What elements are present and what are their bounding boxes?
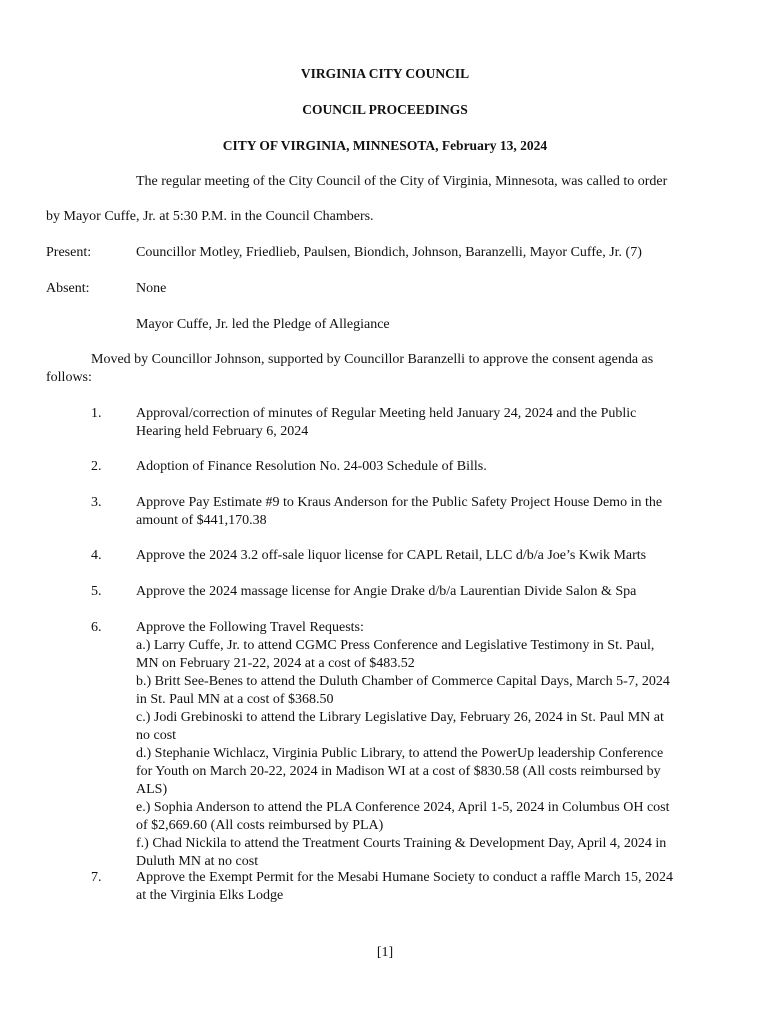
item-line: in St. Paul MN at a cost of $368.50 xyxy=(136,692,334,707)
item-number: 6. xyxy=(91,620,102,635)
item-number: 5. xyxy=(91,584,102,599)
item-line: no cost xyxy=(136,728,177,743)
intro-line-1: The regular meeting of the City Council of the City of Virginia, Minnesota, was called to order xyxy=(136,174,668,189)
motion-line-2: follows: xyxy=(46,370,92,385)
item-line: Approve the Following Travel Requests: xyxy=(136,620,364,635)
item-line: of $2,669.60 (All costs reimbursed by PLA) xyxy=(136,818,384,833)
item-line: for Youth on March 20-22, 2024 in Madison WI at a cost of $830.58 (All costs reimbursed by xyxy=(136,764,661,779)
item-line: MN on February 21-22, 2024 at a cost of $483.52 xyxy=(136,656,415,671)
list-item xyxy=(136,583,726,601)
proceedings-title: COUNCIL PROCEEDINGS xyxy=(302,102,468,117)
page-number: [1] xyxy=(376,945,394,960)
list-item xyxy=(136,494,726,530)
item-number: 4. xyxy=(91,548,102,563)
item-line: Approval/correction of minutes of Regular Meeting held January 24, 2024 and the Public xyxy=(136,406,637,421)
item-line: e.) Sophia Anderson to attend the PLA Conference 2024, April 1-5, 2024 in Columbus OH cost xyxy=(136,800,670,815)
list-item xyxy=(136,458,726,476)
item-line: Adoption of Finance Resolution No. 24-003 Schedule of Bills. xyxy=(136,459,487,474)
council-title: VIRGINIA CITY COUNCIL xyxy=(300,66,470,81)
item-line: b.) Britt See-Benes to attend the Duluth Chamber of Commerce Capital Days, March 5-7, 2024 xyxy=(136,674,670,689)
meeting-date-title: CITY OF VIRGINIA, MINNESOTA, February 13, 2024 xyxy=(222,138,548,153)
item-line: Duluth MN at no cost xyxy=(136,854,259,869)
item-line: a.) Larry Cuffe, Jr. to attend CGMC Press Conference and Legislative Testimony in St. Paul, xyxy=(136,638,655,653)
list-item xyxy=(136,619,726,871)
absent-label: Absent: xyxy=(46,281,90,296)
item-line: Approve Pay Estimate #9 to Kraus Anderson for the Public Safety Project House Demo in the xyxy=(136,495,663,510)
intro-line-2: by Mayor Cuffe, Jr. at 5:30 P.M. in the Council Chambers. xyxy=(46,209,374,224)
item-line: Hearing held February 6, 2024 xyxy=(136,424,309,439)
list-item xyxy=(136,547,726,565)
item-line: ALS) xyxy=(136,782,168,797)
list-item xyxy=(136,869,726,905)
present-value: Councillor Motley, Friedlieb, Paulsen, Biondich, Johnson, Baranzelli, Mayor Cuffe, Jr. (7) xyxy=(136,245,642,260)
item-line: amount of $441,170.38 xyxy=(136,513,267,528)
motion-line-1: Moved by Councillor Johnson, supported by Councillor Baranzelli to approve the consent agenda as xyxy=(91,352,654,367)
pledge-text: Mayor Cuffe, Jr. led the Pledge of Allegiance xyxy=(136,317,390,332)
item-line: d.) Stephanie Wichlacz, Virginia Public Library, to attend the PowerUp leadership Conference xyxy=(136,746,664,761)
item-line: Approve the 2024 massage license for Angie Drake d/b/a Laurentian Divide Salon & Spa xyxy=(136,584,637,599)
present-label: Present: xyxy=(46,245,92,260)
absent-value: None xyxy=(136,281,167,296)
item-number: 1. xyxy=(91,406,102,421)
item-line: c.) Jodi Grebinoski to attend the Library Legislative Day, February 26, 2024 in St. Paul MN at xyxy=(136,710,664,725)
list-item xyxy=(136,405,726,441)
item-line: Approve the Exempt Permit for the Mesabi Humane Society to conduct a raffle March 15, 2024 xyxy=(136,870,674,885)
item-line: Approve the 2024 3.2 off-sale liquor license for CAPL Retail, LLC d/b/a Joe’s Kwik Marts xyxy=(136,548,647,563)
item-number: 2. xyxy=(91,459,102,474)
item-line: f.) Chad Nickila to attend the Treatment Courts Training & Development Day, April 4, 2024 in xyxy=(136,836,667,851)
item-number: 7. xyxy=(91,870,102,885)
item-number: 3. xyxy=(91,495,102,510)
item-line: at the Virginia Elks Lodge xyxy=(136,888,284,903)
